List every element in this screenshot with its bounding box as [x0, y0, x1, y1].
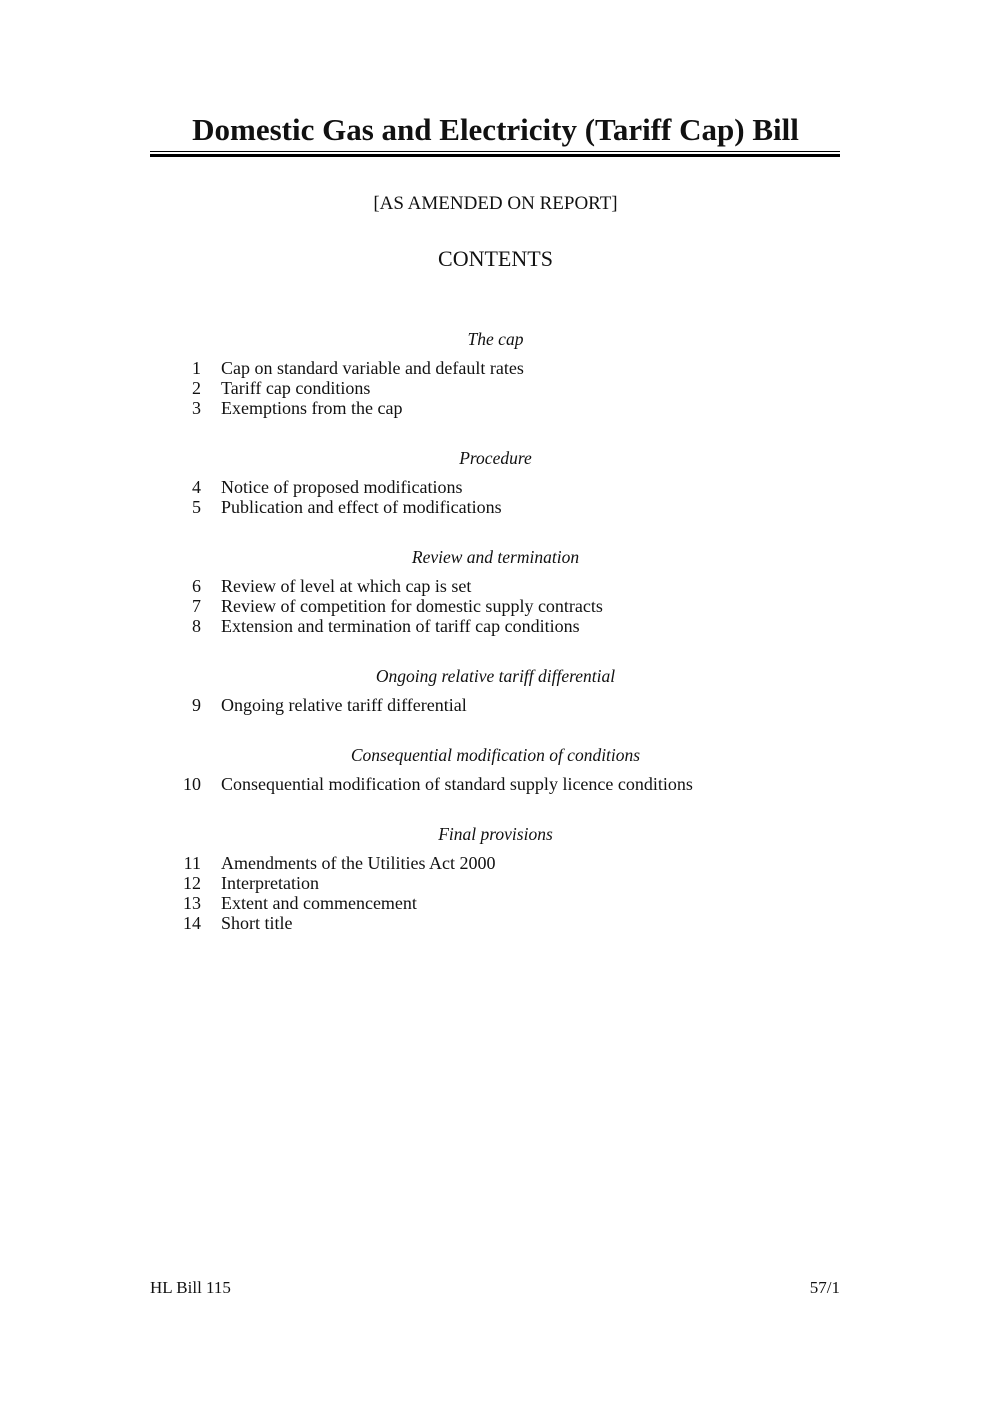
- document-title: Domestic Gas and Electricity (Tariff Cap) Bill: [192, 112, 799, 147]
- toc-entry: [0, 358, 991, 378]
- section-heading: Final provisions: [438, 824, 553, 844]
- clause-number: 2: [192, 378, 201, 398]
- clause-title: Review of level at which cap is set: [221, 576, 472, 596]
- toc-section: [0, 666, 991, 715]
- clause-number: 10: [183, 774, 201, 794]
- clause-number: 8: [192, 616, 201, 636]
- bill-number: HL Bill 115: [150, 1278, 231, 1297]
- clause-title: Extent and commencement: [221, 893, 417, 913]
- clause-number: 3: [192, 398, 201, 418]
- clause-number: 9: [192, 695, 201, 715]
- section-heading: Ongoing relative tariff differential: [375, 666, 616, 686]
- table-of-contents: [0, 329, 991, 963]
- clause-number: 5: [192, 497, 201, 517]
- toc-section: [0, 448, 991, 517]
- clause-title: Notice of proposed modifications: [221, 477, 463, 497]
- toc-entry: [0, 378, 991, 398]
- section-heading: Consequential modification of conditions: [350, 745, 641, 765]
- toc-entry: [0, 576, 991, 596]
- clause-title: Tariff cap conditions: [221, 378, 371, 398]
- title-rule-thin: [150, 151, 840, 152]
- toc-section: [0, 547, 991, 636]
- clause-title: Publication and effect of modifications: [221, 497, 502, 517]
- clause-title: Cap on standard variable and default rates: [221, 358, 524, 378]
- clause-number: 13: [183, 893, 201, 913]
- toc-entry: [0, 596, 991, 616]
- toc-entry: [0, 616, 991, 636]
- clause-title: Interpretation: [221, 873, 319, 893]
- toc-entry: [0, 398, 991, 418]
- clause-title: Amendments of the Utilities Act 2000: [221, 853, 496, 873]
- clause-title: Consequential modification of standard supply licence conditions: [221, 774, 693, 794]
- contents-heading: CONTENTS: [438, 246, 553, 271]
- toc-section: [0, 745, 991, 794]
- clause-title: Extension and termination of tariff cap conditions: [221, 616, 580, 636]
- toc-entry: [0, 913, 991, 933]
- clause-number: 12: [183, 873, 201, 893]
- toc-entry: [0, 497, 991, 517]
- section-heading: Review and termination: [411, 547, 580, 567]
- clause-title: Review of competition for domestic supply contracts: [221, 596, 603, 616]
- clause-title: Short title: [221, 913, 293, 933]
- toc-entry: [0, 774, 991, 794]
- toc-entry: [0, 695, 991, 715]
- page-reference: 57/1: [809, 1278, 840, 1297]
- clause-number: 1: [192, 358, 201, 378]
- clause-number: 11: [183, 853, 201, 873]
- section-heading: The cap: [467, 329, 524, 349]
- toc-section: [0, 329, 991, 418]
- clause-number: 6: [192, 576, 201, 596]
- toc-section: [0, 824, 991, 933]
- toc-entry: [0, 853, 991, 873]
- clause-number: 4: [192, 477, 201, 497]
- toc-entry: [0, 873, 991, 893]
- toc-entry: [0, 477, 991, 497]
- clause-number: 14: [183, 913, 201, 933]
- toc-entry: [0, 893, 991, 913]
- clause-title: Exemptions from the cap: [221, 398, 403, 418]
- section-heading: Procedure: [459, 448, 532, 468]
- title-rule-thick: [150, 154, 840, 157]
- clause-number: 7: [192, 596, 201, 616]
- clause-title: Ongoing relative tariff differential: [221, 695, 467, 715]
- amendment-status: [AS AMENDED ON REPORT]: [373, 193, 618, 214]
